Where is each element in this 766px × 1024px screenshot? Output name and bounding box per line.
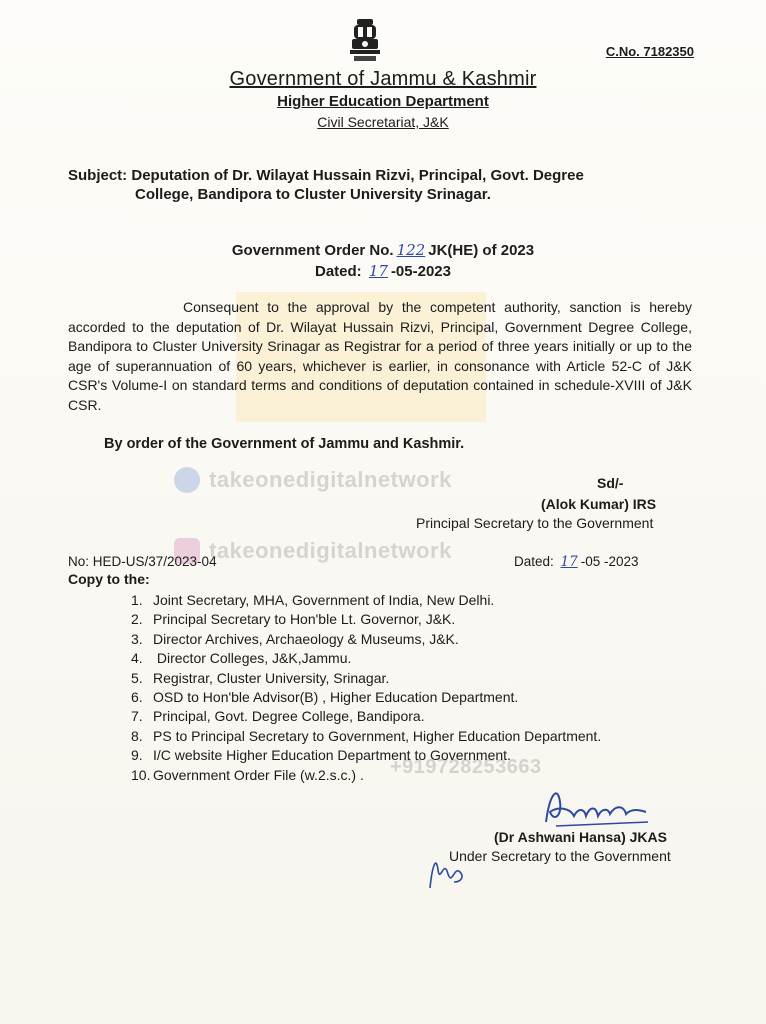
copy-to-list (131, 591, 601, 785)
signatory-name: (Alok Kumar) IRS (541, 496, 657, 512)
list-item: 9. I/C website Higher Education Department to Government. (131, 747, 511, 764)
watermark-site-1: takeonedigitalnetwork (209, 467, 452, 492)
list-item: 1. Joint Secretary, MHA, Government of India, New Delhi. (131, 592, 495, 608)
subject-block (68, 166, 668, 204)
order-suffix: JK(HE) of 2023 (428, 242, 535, 259)
list-item: 8. PS to Principal Secretary to Government, Higher Education Department. (131, 727, 602, 744)
subject-label: Subject: (68, 167, 128, 184)
government-title: Government of Jammu & Kashmir (229, 68, 537, 90)
copy-to-title: Copy to the: (68, 571, 150, 587)
sd-mark: Sd/- (597, 475, 624, 491)
list-item: 10. Government Order File (w.2.s.c.) . (131, 766, 364, 783)
national-emblem-icon (348, 16, 382, 66)
list-item: 4. Director Colleges, J&K,Jammu. (131, 650, 352, 667)
secretariat-line: Civil Secretariat, J&K (317, 114, 449, 130)
list-item: 6. OSD to Hon'ble Advisor(B) , Higher Education Department. (131, 689, 519, 706)
order-dated-label: Dated: (315, 263, 362, 280)
by-order-line: By order of the Government of Jammu and Kashmir. (104, 436, 465, 452)
signatory-title: Principal Secretary to the Government (416, 515, 654, 531)
signatory-2-title: Under Secretary to the Government (449, 848, 671, 864)
reference-number: No: HED-US/37/2023-04 (68, 554, 217, 569)
reference-date-day: 17 (560, 554, 578, 570)
list-item: 7. Principal, Govt. Degree College, Bandipora. (131, 708, 425, 725)
circular-number: C.No. 7182350 (605, 44, 694, 59)
watermark-phone: +919728253663 (390, 756, 542, 778)
order-heading (0, 240, 766, 282)
reference-date: Dated: 17 -05 -2023 (514, 554, 639, 570)
list-item: 2. Principal Secretary to Hon'ble Lt. Governor, J&K. (131, 611, 456, 628)
list-item: 5. Registrar, Cluster University, Srinagar. (131, 669, 390, 686)
order-body: Consequent to the approval by the competent authority, sanction is hereby accorded to the deputation of Dr. Wilayat Hussain Rizvi, Principal, Government Degree College, Bandipora to Cluster University Srinagar as Registrar for a period of three years initially or up to the age of superannuation of 60 years, whichever is earlier, in consonance with Article 52-C of J&K CSR's Volume-I on standard terms and conditions of deputation contained in schedule-XVIII of J&K CSR. (68, 299, 692, 413)
subject-line-1: Deputation of Dr. Wilayat Hussain Rizvi, Principal, Govt. Degree (131, 167, 584, 184)
signatory-2-name: (Dr Ashwani Hansa) JKAS (494, 829, 667, 845)
order-number: 122 (396, 241, 426, 259)
order-prefix: Government Order No. (231, 242, 394, 259)
watermark-site-2: takeonedigitalnetwork (209, 538, 452, 563)
order-dated-rest: -05-2023 (390, 263, 451, 280)
subject-line-2: College, Bandipora to Cluster University Srinagar. (135, 186, 491, 203)
list-item: 3. Director Archives, Archaeology & Museums, J&K. (131, 630, 459, 647)
order-dated-day: 17 (368, 262, 388, 280)
department-title: Higher Education Department (277, 93, 489, 110)
signature-icon (536, 782, 656, 832)
